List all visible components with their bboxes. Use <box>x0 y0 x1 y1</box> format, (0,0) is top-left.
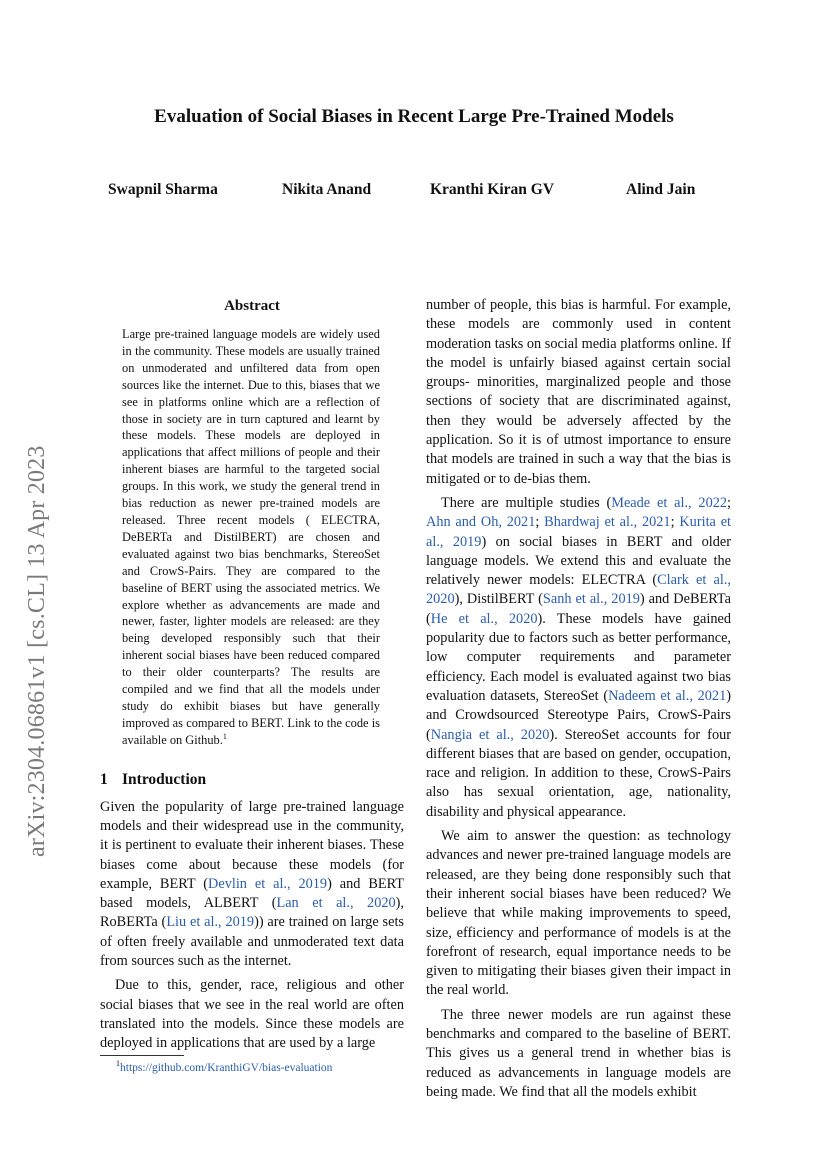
footnote <box>116 1059 333 1074</box>
footnote-marker[interactable]: 1 <box>222 731 227 741</box>
github-link[interactable]: https://github.com/KranthiGV/bias-evaluation <box>120 1062 333 1074</box>
body-text: ) and DeBERTa ( <box>426 591 731 627</box>
author-name: Kranthi Kiran GV <box>430 181 555 198</box>
author-name: Alind Jain <box>626 181 696 198</box>
body-text: ) on social biases in BERT and older language models. We extend this and evaluate the relatively newer models: ELECTRA ( <box>426 533 731 589</box>
body-text: Given the popularity of large pre-trained language models and their widespread use in the community, it is pertinent to evaluate their inherent biases. These biases come about because these models (for example, BERT ( <box>100 798 404 892</box>
citation-link[interactable]: Meade et al., 2022 <box>611 494 728 511</box>
section-title: Introduction <box>122 770 207 788</box>
body-text: ), DistilBERT ( <box>454 591 543 608</box>
citation-link[interactable]: Bhardwaj et al., 2021 <box>544 514 671 531</box>
citation-link[interactable]: Lan et al., 2020 <box>276 895 396 912</box>
right-column <box>426 296 731 1102</box>
body-text: )) are trained on large sets of often freely available and unmoderated text data from sources such as the internet. <box>100 914 404 970</box>
body-text: ; <box>727 494 732 511</box>
section-number: 1 <box>100 770 108 788</box>
citation-link[interactable]: Nangia et al., 2020 <box>430 726 550 743</box>
citation-link[interactable]: Ahn and Oh, 2021 <box>426 514 536 531</box>
abstract-text: Large pre-trained language models are widely used in the community. These models are usually trained on unmoderated and unfiltered data from open sources like the internet. Due to this, biases that we see in platforms online which are a reflection of those in society are in turn captured and learnt by these models. These models are deployed in applications that affect millions of people and their inherent biases are harmful to the targeted social groups. In this work, we study the general trend in bias reduction as newer pre-trained models are released. Three recent models ( ELECTRA, DeBERTa and DistilBERT) are chosen and evaluated against two bias benchmarks, StereoSet and CrowS-Pairs. They are compared to the baseline of BERT using the associated metrics. We explore whether as advancements are made and newer, faster, lighter models are released: are they being developed responsibly such that their inherent social biases have been reduced compared to their older counterparts? The results are compiled and we find that all the models under study do exhibit biases but have generally improved as compared to BERT. Link to the code is available on Github. <box>122 327 380 747</box>
citation-link[interactable]: Nadeem et al., 2021 <box>608 687 727 704</box>
citation-link[interactable]: Kurita et al., 2019 <box>426 514 732 550</box>
body-text: ; <box>670 514 680 531</box>
body-text: ; <box>535 514 545 531</box>
footnote-divider <box>100 1055 184 1056</box>
body-text: ). StereoSet accounts for four different biases that are based on gender, occupation, race and religion. In addition to these, CrowS-Pairs also has sexual orientation, age, nationality, disability and physical appearance. <box>426 726 731 820</box>
author-name: Swapnil Sharma <box>108 181 218 198</box>
left-column <box>100 296 404 1054</box>
intro-paragraph-4 <box>426 494 731 822</box>
body-text: ), RoBERTa ( <box>100 895 404 931</box>
body-text: ) and Crowdsourced Stereotype Pairs, CrowS-Pairs ( <box>426 687 731 743</box>
intro-paragraph-5: We aim to answer the question: as technology advances and newer pre-trained language models are released, are they being done responsibly such that their inherent social biases have been reduced? We believe that while making improvements to speed, size, efficiency and performance of models is at the forefront of research, equal importance needs to be given to mitigating their biases given their impact in the real world. <box>426 828 731 999</box>
abstract-heading: Abstract <box>224 298 280 314</box>
citation-link[interactable]: Devlin et al., 2019 <box>208 875 328 892</box>
intro-paragraph-2: Due to this, gender, race, religious and other social biases that we see in the real world are often translated into the models. Since these models are deployed in applications that are used by a large <box>100 977 404 1052</box>
section-heading <box>100 770 404 790</box>
intro-paragraph-3: number of people, this bias is harmful. For example, these models are commonly used in content moderation tasks on social media platforms online. If the model is unfairly biased against certain social groups- minorities, marginalized people and those sections of society that are discriminated against, then they would be adversely affected by the application. So it is of utmost importance to ensure that models are trained in such a way that the bias is mitigated or to de-bias them. <box>426 297 731 487</box>
body-text: ) and BERT based models, ALBERT ( <box>100 875 404 912</box>
intro-paragraph-6: The three newer models are run against these benchmarks and compared to the baseline of BERT. This gives us a general trend in whether bias is reduced as advancements in language models are being made. We find that all the models exhibit <box>426 1006 731 1100</box>
paper-title: Evaluation of Social Biases in Recent Large Pre-Trained Models <box>154 106 674 127</box>
citation-link[interactable]: He et al., 2020 <box>430 610 538 627</box>
footnote-number: 1 <box>116 1059 120 1069</box>
body-text: ). These models have gained popularity due to factors such as better performance, low computer requirements and parameter efficiency. Each model is evaluated against two bias evaluation datasets, StereoSet ( <box>426 610 732 704</box>
citation-link[interactable]: Liu et al., 2019 <box>166 914 255 931</box>
citation-link[interactable]: Clark et al., 2020 <box>426 572 731 608</box>
citation-link[interactable]: Sanh et al., 2019 <box>542 591 640 608</box>
abstract-body <box>122 326 380 749</box>
intro-paragraph-1 <box>100 798 404 972</box>
arxiv-identifier-stamp: arXiv:2304.06861v1 [cs.CL] 13 Apr 2023 <box>24 445 50 857</box>
author-name: Nikita Anand <box>282 181 372 198</box>
body-text: There are multiple studies ( <box>441 494 612 511</box>
